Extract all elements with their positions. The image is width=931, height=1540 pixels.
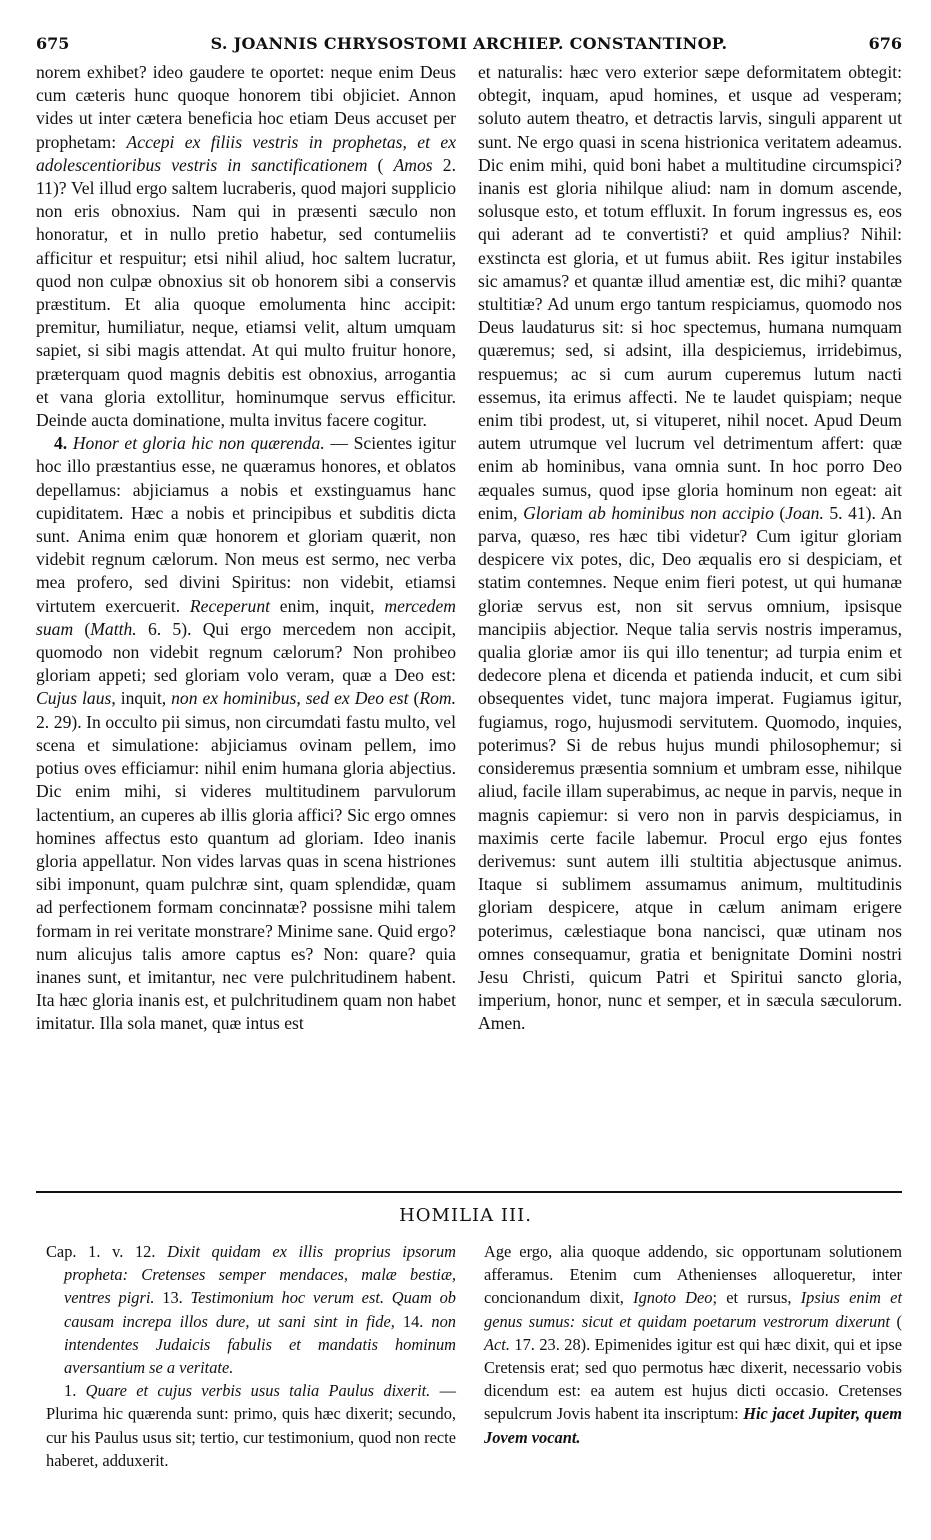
scripture-quote: Ipsius enim et genus sumus: sicut et quidam poetarum vestrorum dixerunt [484,1288,903,1331]
column-right-top [478,61,902,1036]
section-number: 1. [64,1381,86,1401]
citation-book: Rom. [419,688,456,709]
section-heading: Honor et gloria hic non quærenda. [72,433,325,454]
inscription-quote: Hic jacet Jupiter, quem Jovem vocant. [484,1404,902,1447]
verse-number: 14. [394,1311,432,1331]
verse-text: Testimonium hoc verum est. Quam ob causam increpa illos dure, ut sani sint in fide, [64,1288,456,1331]
citation-book: Joan. [785,502,824,523]
column-right-bottom [484,1240,902,1449]
citation-book: Amos [393,154,433,175]
text-run: 5. 41). An parva, quæso, res hæc tibi videtur? Cum igitur gloriam despicere vix potes, dic, Deo æqualis ero si despiciam, et statim contemnes. Neque enim fieri potest, ut qui humanæ gloriæ servus est, non sit servus omnium, ipsisque mancipiis abjectior. Neque talia servis nostris imperamus, qualia gloriæ amor iis qui illo tenentur; ad turpia enim et dedecore plena et dicenda et patienda inducit, et cum sibi obsequentes videt, tunc majora imperat. Fugiamus igitur, fugiamus, rogo, hujusmodi servitutem. Quomodo, inquies, poterimus? Si de rebus hujus mundi philosophemur; si consideremus præsentia somnium et umbram esse, nihilque aliud, facile illam superabimus, ac neque in parvis, neque in magnis capiemur: si vero non in parvis despiciamus, in maximis certe facile labemur. Procul ergo ejus fontes derivemus: sunt autem illi stultitia abjectusque animus. Itaque si sublimem assumamus animum, multitudinis gloriam despicere, atque in cælum animam erigere poterimus, cælestiaque bona nancisci, quæ utinam nos omnes consequamur, gratia et benignitate Domini nostri Jesu Christi, quicum Patri et Spiritui sancto gloria, imperium, honor, nunc et semper, et in sæcula sæculorum. Amen. [478,502,902,1034]
section-divider [36,1191,902,1193]
text-run: ( [73,618,91,639]
text-run: ; et rursus, [712,1288,801,1308]
scripture-quote: mercedem suam [36,595,456,639]
column-left-top [36,61,456,1036]
chapter-text [46,1240,456,1379]
column-left-bottom [46,1240,456,1472]
text-run: ( [889,1311,902,1331]
text-run: — Scientes igitur hoc illo præstantius esse, ne quæramus honores, et oblatos depellamus: abjiciamus a nobis et exstinguamus hanc cupiditatem. Hæc a nobis et principibus et subditis dicta sunt. Anima enim quæ honorem et gloriam quærit, non videbit regnum cælorum. Non meus est sermo, nec verba mea profero, sed divini Spiritus: non videbit, etiamsi virtutem exercuerit. [36,433,456,616]
text-run: ( [773,502,786,523]
scripture-quote: Cujus laus [36,688,112,709]
paragraph-1-homily [46,1379,456,1472]
scripture-quote: Ignoto Deo [633,1288,713,1308]
text-run: 17. 23. 28). Epimenides igitur est qui hæc dixit, qui et ipse Cretensis erat; sed quo permotus hæc dixerit, necessario vobis dicendum est: ea autem est hujus dicti occasio. Cretenses sepulcrum Jovis habent ita inscriptum: [484,1334,902,1424]
page-number-right: 676 [868,34,902,53]
homily-title: HOMILIA III. [399,1205,532,1226]
text-run: , inquit, [111,688,172,709]
scripture-quote: Gloriam ab hominibus non accipio [523,502,774,523]
section-heading: Quare et cujus verbis usus talia Paulus dixerit. [85,1381,431,1401]
paragraph-continued [484,1240,902,1449]
text-run: et naturalis: hæc vero exterior sæpe deformitatem obtegit: obtegit, inquam, apud homines, et usque ad vesperam; soluto autem theatro, et detractis larvis, singuli apparent ut sunt. Ne ergo quasi in scena histrionica veritatem adeamus. Dic enim mihi, quid boni habet a multitudine circumspici? inanis est gloria nihilque aliud: nam in domum ascende, solusque esto, et totum effluxit. In forum ingressus es, eos qui aderant ad te convertisti? et quid amplius? Nihil: exstincta est gloria, et ut fumus abiit. Res igitur instabiles sic amamus? et quantæ illud amentiæ est, dic mihi? quantæ stultitiæ? Ad unum ergo tantum respiciamus, quomodo nos Deus laudaturus sit: si hoc spectemus, humana numquam quæremus; sed, si adsint, illa despiciemus, irridebimus, respuemus; ac si cum aurum cuperemus lutum nacti essemus, ita erimus affecti. Ne te laudet quispiam; neque enim tibi prodest, ut, si vituperet, nihil nocet. Apud Deum autem utrumque vel lucrum vel detrimentum affert: quæ enim ab hominibus, vana omnia sunt. In hoc porro Deo æquales sumus, quod ipse gloria hominum non egeat: ait enim, [478,62,902,523]
chapter-label: Cap. 1. v. 12. [46,1242,168,1261]
paragraph-4 [36,432,456,1035]
paragraph-continued [478,61,902,1036]
running-head [36,34,902,58]
verse-text: Dixit quidam ex illis proprius ipsorum propheta: Cretenses semper mendaces, malæ bestiæ, ventres pigri. [64,1242,456,1308]
text-run: ( [367,154,394,175]
running-title: S. JOANNIS CHRYSOSTOMI ARCHIEP. CONSTANTINOP. [210,34,728,53]
scripture-quote: non ex hominibus, sed ex Deo est [171,688,409,709]
paragraph-1 [36,61,456,432]
text-run: Age ergo, alia quoque addendo, sic opportunam solutionem afferamus. Etenim cum Athenienses alloqueretur, inter concionandum dixit, [484,1242,902,1308]
scripture-quote: Receperunt [189,595,270,616]
verse-number: 13. [154,1288,191,1308]
citation-book: Matth. [90,618,137,639]
text-run: norem exhibet? ideo gaudere te oportet: neque enim Deus cum cæteris hunc quoque honorem tibi objiciet. Annon vides ut inter cætera beneficia hoc etiam Deus accuset per prophetam: [36,62,456,152]
text-run: — Plurima hic quærenda sunt: primo, quis hæc dixerit; secundo, cur his Paulus usus sit; tertio, cur testimonium, quod non recte haberet, adduxerit. [46,1381,456,1470]
verse-text: non intendentes Judaicis fabulis et mandatis hominum aversantium se a veritate. [64,1311,456,1378]
citation-book: Act. [484,1334,510,1354]
text-run: ( [408,688,420,709]
text-run: 2. 29). In occulto pii simus, non circumdati fastu multo, vel scena et simulatione: abjiciamus ovinam pellem, imo potius oves efficiamur: nihil enim humana gloria abjectius. Dic enim mihi, si videres multitudinem parvulorum lactentium, an cuperes ab illis gloria affici? Sic ergo omnes homines affectus esto quantum ad gloriam. Ideo inanis gloria appellatur. Non vides larvas quas in scena histriones sibi imponunt, quam pulchræ sint, quam splendidæ, quam ad perfectionem formam concinnatæ? possisne mihi talem formam in rei veritate monstrare? Minime sane. Quid ergo? num alicujus talis amore captus es? Non: quare? quia inanes sunt, et imitantur, nec vere pulchritudinem habent. Ita hæc gloria inanis est, et pulchritudinem quam non habet imitatur. Illa sola manet, quæ intus est [36,711,456,1034]
text-run: enim, inquit, [270,595,385,616]
text-run: 2. 11)? Vel illud ergo saltem lucraberis, quod majori supplicio non eris obnoxius. Nam qui in præsenti sæculo non honoratur, et in nullo pretio habetur, sed contumeliis afficitur et respuitur; etsi nihil aliud, hoc saltem lucratur, quod non culpæ obnoxius sit ob honorem sibi a conservis præstitum. Et alia quoque emolumenta hinc accipit: premitur, humiliatur, neque, etiamsi velit, altum umquam sapiet, si sibi magis attendat. At qui multo fruitur honore, præterquam quod magnis debitis est obnoxius, arrogantia et vana gloria extollitur, hominumque servus efficitur. Deinde aucta dominatione, multa invitus facere cogitur. [36,154,457,431]
text-run: 6. 5). Qui ergo mercedem non accipit, quomodo non videbit regnum cælorum? Non prohibeo gloriam appeti; sed gloriam volo veram, quæ a Deo est: [36,618,457,686]
scripture-quote: Accepi ex filiis vestris in prophetas, et ex adolescentioribus vestris in sanctificationem [36,131,457,175]
page-number-left: 675 [36,34,70,53]
section-number: 4. [54,433,73,454]
